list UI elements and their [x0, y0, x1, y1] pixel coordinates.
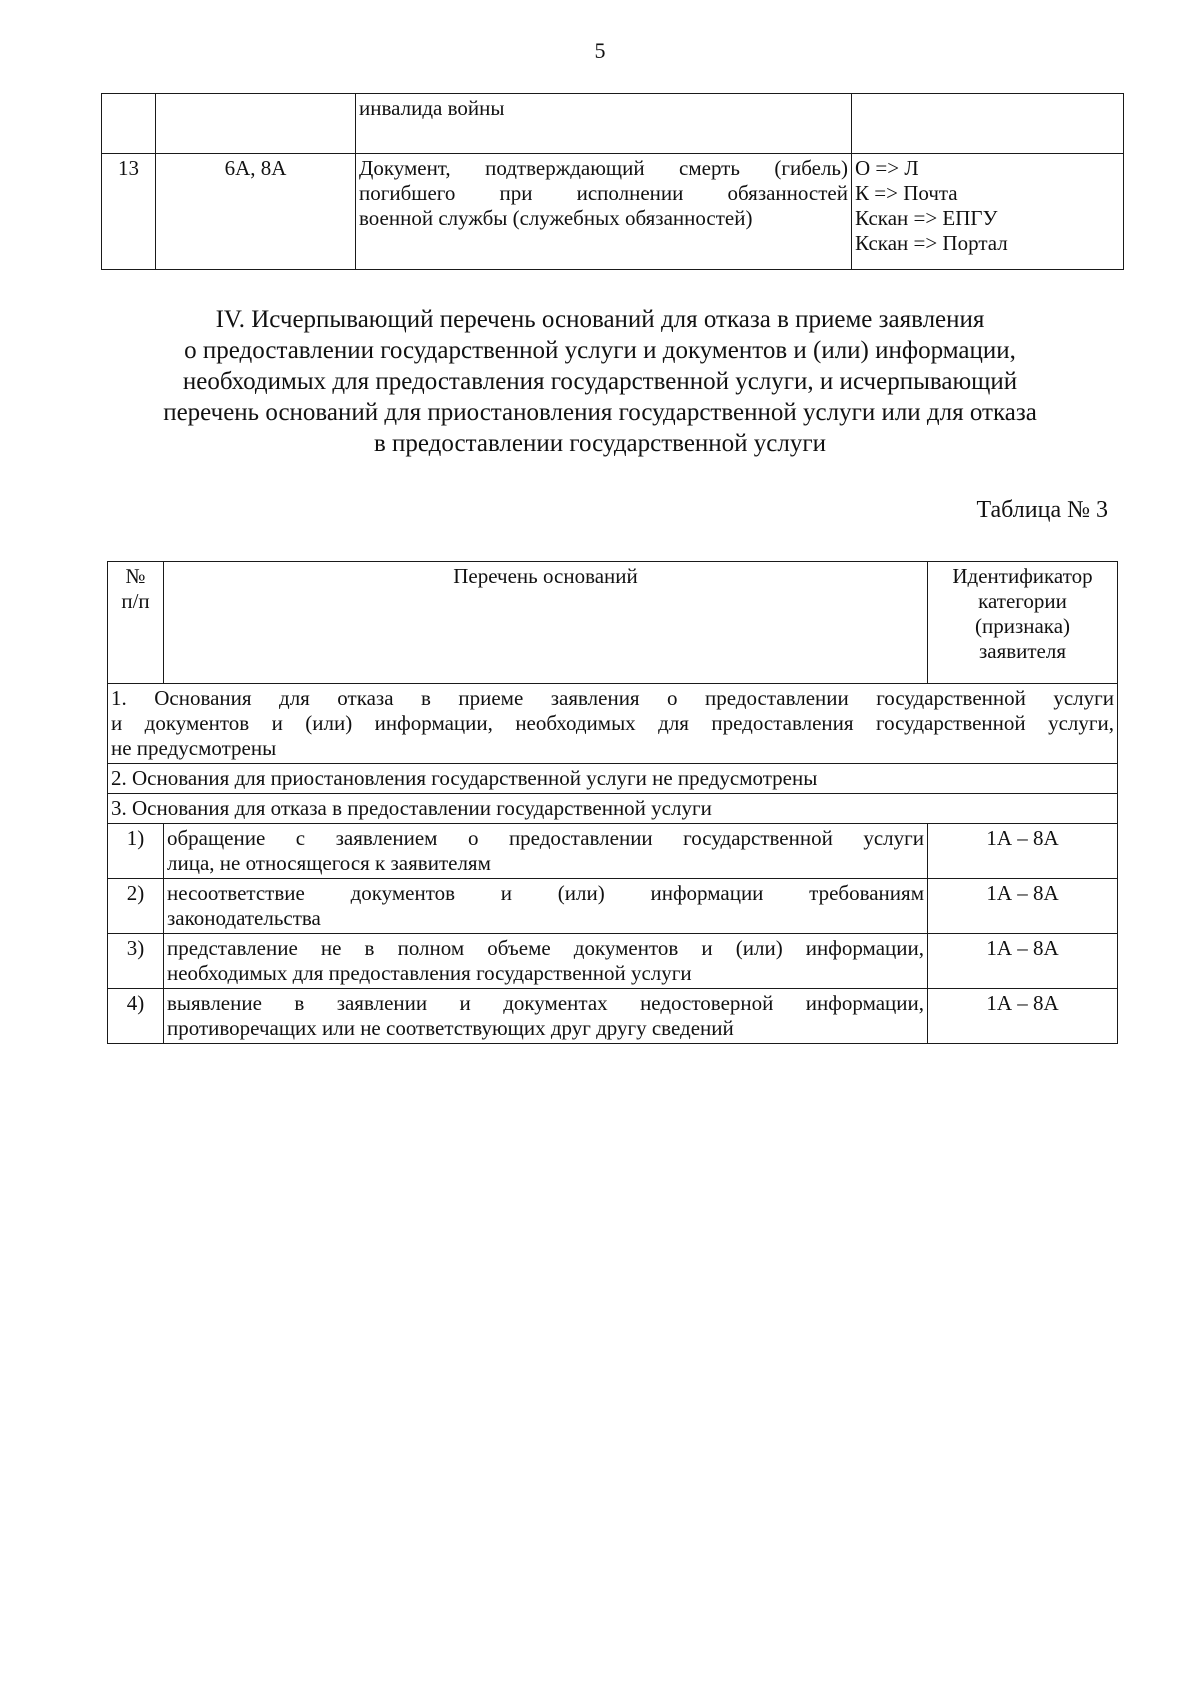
method-line: Кскан => ЕПГУ — [855, 206, 998, 230]
identifier-cell: 1А – 8А — [928, 989, 1118, 1044]
document-cell: инвалида войны — [356, 94, 852, 154]
header-line: (признака) — [974, 614, 1071, 638]
identifier-cell: 1А – 8А — [928, 879, 1118, 934]
table-row — [108, 879, 1118, 934]
row-number: 13 — [102, 154, 156, 270]
section-row — [108, 684, 1118, 764]
heading-line: в предоставлении государственной услуги — [373, 430, 827, 457]
header-number — [108, 562, 164, 684]
document-cell — [356, 154, 852, 270]
document-line: Документ, подтверждающий смерть (гибель) — [359, 156, 848, 180]
continued-documents-table — [101, 93, 1124, 270]
header-line: № — [125, 564, 146, 588]
reason-cell — [164, 824, 928, 879]
reason-cell — [164, 879, 928, 934]
table-row — [108, 934, 1118, 989]
document-line: военной службы (служебных обязанностей) — [359, 206, 753, 230]
method-line: К => Почта — [855, 181, 958, 205]
section-cell: 3. Основания для отказа в предоставлении государственной услуги — [108, 794, 1118, 824]
section-line: 1. Основания для отказа в приеме заявления о предоставлении государственной услуги — [111, 686, 1114, 710]
document-line: погибшего при исполнении обязанностей — [359, 181, 848, 205]
table-caption: Таблица № 3 — [976, 497, 1108, 523]
reason-line: представление не в полном объеме документов и (или) информации, — [167, 936, 924, 960]
reason-line: необходимых для предоставления государственной услуги — [167, 961, 692, 985]
header-line: п/п — [121, 589, 150, 613]
refusal-grounds-table — [107, 561, 1118, 1044]
section-row — [108, 794, 1118, 824]
reason-line: обращение с заявлением о предоставлении государственной услуги — [167, 826, 924, 850]
section-cell — [108, 684, 1118, 764]
reason-line: противоречащих или не соответствующих друг другу сведений — [167, 1016, 734, 1040]
methods-cell — [852, 94, 1124, 154]
reason-line: несоответствие документов и (или) информации требованиям — [167, 881, 924, 905]
header-identifier — [928, 562, 1118, 684]
method-line: Кскан => Портал — [855, 231, 1008, 255]
reason-cell — [164, 934, 928, 989]
heading-line: перечень оснований для приостановления государственной услуги или для отказа — [163, 399, 1037, 426]
row-number: 4) — [108, 989, 164, 1044]
identifier-cell: 1А – 8А — [928, 824, 1118, 879]
row-number: 2) — [108, 879, 164, 934]
reason-line: выявление в заявлении и документах недостоверной информации, — [167, 991, 924, 1015]
section-line: не предусмотрены — [111, 736, 277, 760]
table-row — [102, 94, 1124, 154]
heading-line: о предоставлении государственной услуги и документов и (или) информации, — [184, 337, 1016, 364]
category-cell — [156, 94, 356, 154]
reason-line: лица, не относящегося к заявителям — [167, 851, 491, 875]
reason-line: законодательства — [167, 906, 321, 930]
header-reasons: Перечень оснований — [164, 562, 928, 684]
row-number — [102, 94, 156, 154]
row-number: 1) — [108, 824, 164, 879]
section-cell: 2. Основания для приостановления государственной услуги не предусмотрены — [108, 764, 1118, 794]
identifier-cell: 1А – 8А — [928, 934, 1118, 989]
table-row — [108, 824, 1118, 879]
page-number: 5 — [594, 38, 606, 63]
category-cell: 6А, 8А — [156, 154, 356, 270]
heading-line: необходимых для предоставления государственной услуги, и исчерпывающий — [182, 368, 1018, 395]
reason-cell — [164, 989, 928, 1044]
methods-cell — [852, 154, 1124, 270]
header-line: категории — [978, 589, 1067, 613]
table-header-row — [108, 562, 1118, 684]
section-heading — [60, 304, 1140, 459]
section-row — [108, 764, 1118, 794]
heading-line: IV. Исчерпывающий перечень оснований для отказа в приеме заявления — [215, 306, 985, 333]
table-row — [102, 154, 1124, 270]
row-number: 3) — [108, 934, 164, 989]
table-row — [108, 989, 1118, 1044]
section-line: и документов и (или) информации, необходимых для предоставления государственной услуги, — [111, 711, 1114, 735]
header-line: Идентификатор — [952, 564, 1093, 588]
header-line: заявителя — [978, 639, 1067, 663]
method-line: О => Л — [855, 156, 919, 180]
